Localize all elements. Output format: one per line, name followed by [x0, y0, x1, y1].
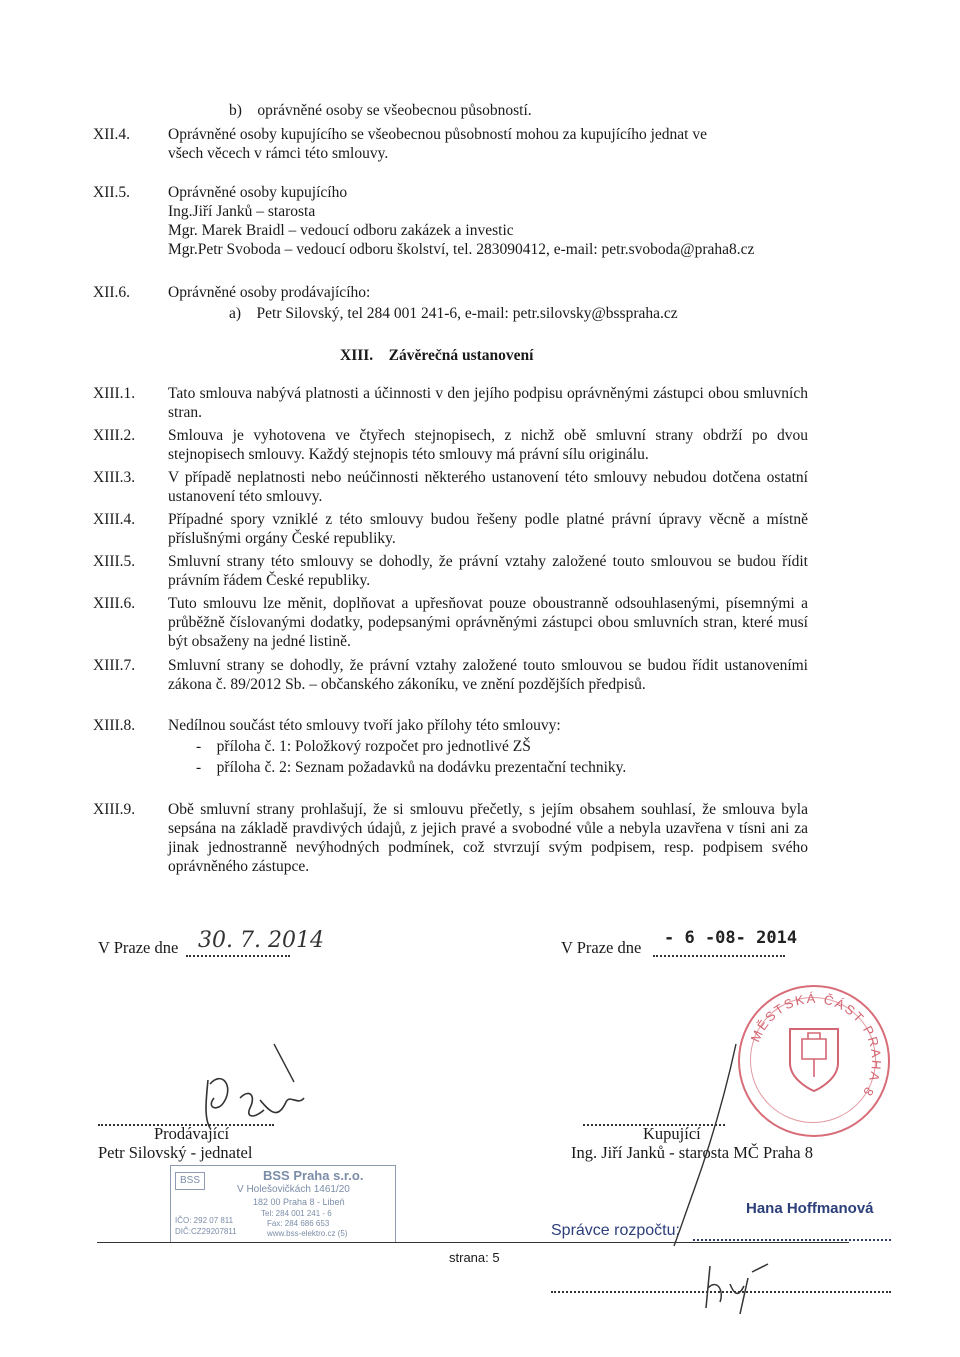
company-stamp: [170, 1165, 396, 1243]
section-number: XIII.6.: [93, 595, 136, 612]
company-web: www.bss-elektro.cz (5): [267, 1229, 348, 1238]
attachment-item: - příloha č. 1: Položkový rozpočet pro jednotlivé ZŠ: [196, 738, 531, 755]
item-b: b) oprávněné osoby se všeobecnou působností.: [229, 102, 532, 119]
budget-manager-dots: [693, 1239, 891, 1241]
section-xii-6-line1: Oprávněné osoby prodávajícího:: [168, 284, 371, 301]
budget-manager-name: Hana Hoffmanová: [746, 1200, 874, 1217]
buyer-name: Ing. Jiří Janků - starosta MČ Praha 8: [571, 1143, 813, 1162]
section-xii-5-line: Mgr.Petr Svoboda – vedoucí odboru školství, tel. 283090412, e-mail: petr.svoboda@praha8.cz: [168, 241, 755, 258]
section-text: Smluvní strany se dohodly, že právní vztahy založené touto smlouvou se budou řídit ustanoveními zákona č. 89/2012 Sb. – občanského zákoníku, ve znění pozdějších předpisů.: [168, 657, 808, 693]
section-number: XIII.1.: [93, 385, 136, 402]
seller-role: Prodávající: [154, 1124, 230, 1143]
right-date-label: V Praze dne: [561, 938, 642, 957]
section-number: XIII.2.: [93, 427, 136, 444]
left-date-label: V Praze dne: [98, 938, 179, 957]
buyer-role: Kupující: [643, 1124, 701, 1143]
municipal-seal: [738, 985, 890, 1137]
section-heading-xiii: XIII. Závěrečná ustanovení: [340, 347, 534, 364]
section-xii-5-line: Ing.Jiří Janků – starosta: [168, 203, 316, 220]
section-text: Nedílnou součást této smlouvy tvoří jako přílohy této smlouvy:: [168, 717, 561, 734]
right-date-stamp: - 6 -08- 2014: [664, 928, 798, 948]
section-xii-5-line: Oprávněné osoby kupujícího: [168, 184, 348, 201]
company-tel: Tel: 284 001 241 - 6: [261, 1209, 332, 1218]
attachment-item: - příloha č. 2: Seznam požadavků na dodávku prezentační techniky.: [196, 759, 627, 776]
budget-manager-label: Správce rozpočtu:: [551, 1222, 680, 1239]
section-text: Smlouva je vyhotovena ve čtyřech stejnopisech, z nichž obě smluvní strany obdrží po dvou stejnopisech smlouvy. Každý stejnopis této smlouvy má právní sílu originálu.: [168, 427, 808, 463]
section-text: Obě smluvní strany prohlašují, že si smlouvu přečetly, s jejím obsahem souhlasí, že smlouva byla sepsána na základě pravdivých údajů, z jejich pravé a svobodné vůle a nebyla uzavřena v tísni ani za jinak jednostranně nevýhodných podmínek, což stvrzují svým podpisem, resp. podpisem svého oprávněného zástupce.: [168, 801, 808, 875]
right-date-dots: [653, 955, 785, 957]
company-city: 182 00 Praha 8 - Libeň: [253, 1197, 345, 1207]
budget-manager-signature: [690, 1258, 780, 1318]
company-ico: IČO: 292 07 811: [175, 1216, 234, 1225]
footer-rule: [97, 1242, 849, 1243]
section-text: Smluvní strany této smlouvy se dohodly, že právní vztahy založené touto smlouvou se budou řídit právním řádem České republiky.: [168, 553, 808, 589]
section-number-xii-4: XII.4.: [93, 126, 131, 143]
section-xii-5-line: Mgr. Marek Braidl – vedoucí odboru zakázek a investic: [168, 222, 514, 239]
section-number: XIII.7.: [93, 657, 136, 674]
section-xii-6-line2: a) Petr Silovský, tel 284 001 241-6, e-mail: petr.silovsky@bsspraha.cz: [229, 305, 678, 322]
left-date-dots: [186, 955, 290, 957]
section-number: XIII.8.: [93, 717, 136, 734]
section-number-xii-6: XII.6.: [93, 284, 131, 301]
section-xii-4-line1: Oprávněné osoby kupujícího se všeobecnou působností mohou za kupujícího jednat ve: [168, 126, 707, 143]
left-date-handwritten: 30. 7. 2014: [198, 928, 324, 953]
seller-signature: [190, 1040, 330, 1130]
section-number: XIII.4.: [93, 511, 136, 528]
section-number-xii-5: XII.5.: [93, 184, 131, 201]
company-logo: BSS: [175, 1172, 205, 1190]
company-address: V Holešovičkách 1461/20: [237, 1184, 350, 1195]
bottom-dotted-line: [551, 1291, 891, 1293]
company-name: BSS Praha s.r.o.: [263, 1168, 364, 1183]
section-text: Tuto smlouvu lze měnit, doplňovat a upřesňovat pouze oboustranně odsouhlasenými, písemnými a průběžně číslovanými dodatky, podepsanými oprávněnými zástupci obou smluvních stran, které musí být obsaženy na jedné listině.: [168, 595, 808, 650]
seller-name: Petr Silovský - jednatel: [98, 1143, 253, 1162]
company-dic: DIČ:CZ29207811: [175, 1227, 237, 1236]
section-text: V případě neplatnosti nebo neúčinnosti některého ustanovení této smlouvy nebudou dotčena ostatní ustanovení této smlouvy.: [168, 469, 808, 505]
section-text: Případné spory vzniklé z této smlouvy budou řešeny podle platné právní úpravy věcně a místně příslušnými orgány České republiky.: [168, 511, 808, 547]
page-number: strana: 5: [449, 1250, 500, 1265]
company-fax: Fax: 284 686 653: [267, 1219, 330, 1228]
city-coat-of-arms-icon: [784, 1025, 844, 1095]
section-xii-4-line2: všech věcech v rámci této smlouvy.: [168, 145, 389, 162]
seal-ring-text: MĚSTSKÁ ČÁST PRAHA 8: [747, 990, 885, 1101]
section-number: XIII.3.: [93, 469, 136, 486]
section-number: XIII.5.: [93, 553, 136, 570]
section-number: XIII.9.: [93, 801, 136, 818]
section-text: Tato smlouva nabývá platnosti a účinnosti v den jejího podpisu oprávněnými zástupci obou smluvních stran.: [168, 385, 808, 421]
